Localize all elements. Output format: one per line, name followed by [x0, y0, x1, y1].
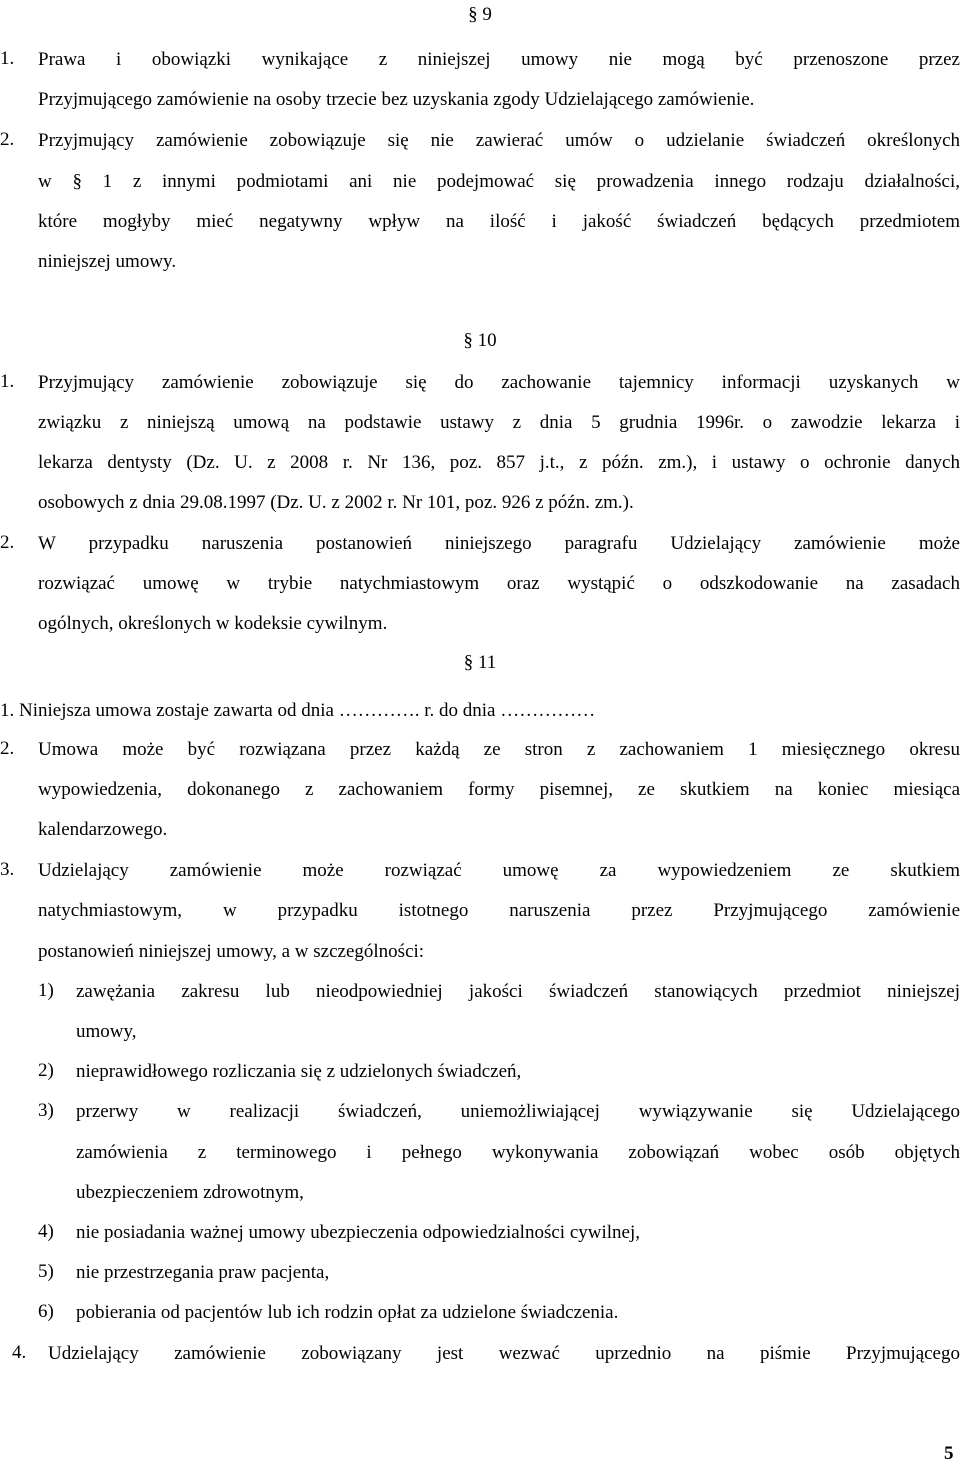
- s10-p1-number: 1.: [0, 371, 15, 392]
- item-3-line2: zamówienia z terminowego i pełnego wykonywania zobowiązań wobec osób objętych: [76, 1142, 960, 1163]
- section-10-heading: § 10: [463, 330, 497, 351]
- s11-p3-line1: Udzielający zamówienie może rozwiązać umowę za wypowiedzeniem ze skutkiem: [38, 860, 960, 881]
- s10-p2-line1: W przypadku naruszenia postanowień niniejszego paragrafu Udzielający zamówienie może: [38, 533, 960, 554]
- s9-p2-line1: Przyjmujący zamówienie zobowiązuje się nie zawierać umów o udzielanie świadczeń określonych: [38, 130, 960, 151]
- item-6-number: 6): [38, 1301, 54, 1322]
- page-number: 5: [944, 1443, 954, 1464]
- s10-p2-line2: rozwiązać umowę w trybie natychmiastowym oraz wystąpić o odszkodowanie na zasadach: [38, 573, 960, 594]
- item-3-line1: przerwy w realizacji świadczeń, uniemożliwiającej wywiązywanie się Udzielającego: [76, 1101, 960, 1122]
- item-3-line3: ubezpieczeniem zdrowotnym,: [76, 1182, 304, 1203]
- item-4-line1: nie posiadania ważnej umowy ubezpieczenia odpowiedzialności cywilnej,: [76, 1222, 640, 1243]
- s10-p1-line1: Przyjmujący zamówienie zobowiązuje się do zachowanie tajemnicy informacji uzyskanych w: [38, 372, 960, 393]
- item-4-number: 4): [38, 1221, 54, 1242]
- s10-p2-number: 2.: [0, 532, 15, 553]
- s9-p2-number: 2.: [0, 129, 15, 150]
- s9-p1-line2: Przyjmującego zamówienie na osoby trzecie bez uzyskania zgody Udzielającego zamówienie.: [38, 89, 755, 110]
- s9-p2-line4: niniejszej umowy.: [38, 251, 177, 272]
- s10-p2-line3: ogólnych, określonych w kodeksie cywilnym.: [38, 613, 388, 634]
- item-5-line1: nie przestrzegania praw pacjenta,: [76, 1262, 330, 1283]
- item-6-line1: pobierania od pacjentów lub ich rodzin opłat za udzielone świadczenia.: [76, 1302, 619, 1323]
- s9-p1-line1: Prawa i obowiązki wynikające z niniejszej umowy nie mogą być przenoszone przez: [38, 49, 960, 70]
- s11-p2-line3: kalendarzowego.: [38, 819, 168, 840]
- s9-p1-number: 1.: [0, 48, 15, 69]
- s11-p1-line: 1. Niniejsza umowa zostaje zawarta od dnia …………. r. do dnia ……………: [0, 700, 596, 721]
- s11-p3-line2: natychmiastowym, w przypadku istotnego naruszenia przez Przyjmującego zamówienie: [38, 900, 960, 921]
- s11-p2-line2: wypowiedzenia, dokonanego z zachowaniem formy pisemnej, ze skutkiem na koniec miesiąca: [38, 779, 960, 800]
- s10-p1-line2: związku z niniejszą umową na podstawie ustawy z dnia 5 grudnia 1996r. o zawodzie lekarza i: [38, 412, 960, 433]
- s9-p2-line2: w § 1 z innymi podmiotami ani nie podejmować się prowadzenia innego rodzaju działalności,: [38, 171, 960, 192]
- item-2-line1: nieprawidłowego rozliczania się z udzielonych świadczeń,: [76, 1061, 522, 1082]
- s11-p3-line3: postanowień niniejszej umowy, a w szczególności:: [38, 941, 425, 962]
- s11-p4-line1: Udzielający zamówienie zobowiązany jest wezwać uprzednio na piśmie Przyjmującego: [48, 1343, 960, 1364]
- section-11-heading: § 11: [463, 652, 497, 673]
- s11-p3-number: 3.: [0, 859, 15, 880]
- s10-p1-line4: osobowych z dnia 29.08.1997 (Dz. U. z 2002 r. Nr 101, poz. 926 z późn. zm.).: [38, 492, 634, 513]
- item-1-number: 1): [38, 980, 54, 1001]
- item-3-number: 3): [38, 1100, 54, 1121]
- item-2-number: 2): [38, 1060, 54, 1081]
- s10-p1-line3: lekarza dentysty (Dz. U. z 2008 r. Nr 136, poz. 857 j.t., z późn. zm.), i ustawy o ochronie danych: [38, 452, 960, 473]
- s11-p4-number: 4.: [12, 1342, 27, 1363]
- s11-p2-line1: Umowa może być rozwiązana przez każdą ze stron z zachowaniem 1 miesięcznego okresu: [38, 739, 960, 760]
- s11-p2-number: 2.: [0, 738, 15, 759]
- item-5-number: 5): [38, 1261, 54, 1282]
- s9-p2-line3: które mogłyby mieć negatywny wpływ na ilość i jakość świadczeń będących przedmiotem: [38, 211, 960, 232]
- item-1-line2: umowy,: [76, 1021, 137, 1042]
- section-9-heading: § 9: [468, 4, 492, 25]
- item-1-line1: zawężania zakresu lub nieodpowiedniej jakości świadczeń stanowiących przedmiot niniejszej: [76, 981, 960, 1002]
